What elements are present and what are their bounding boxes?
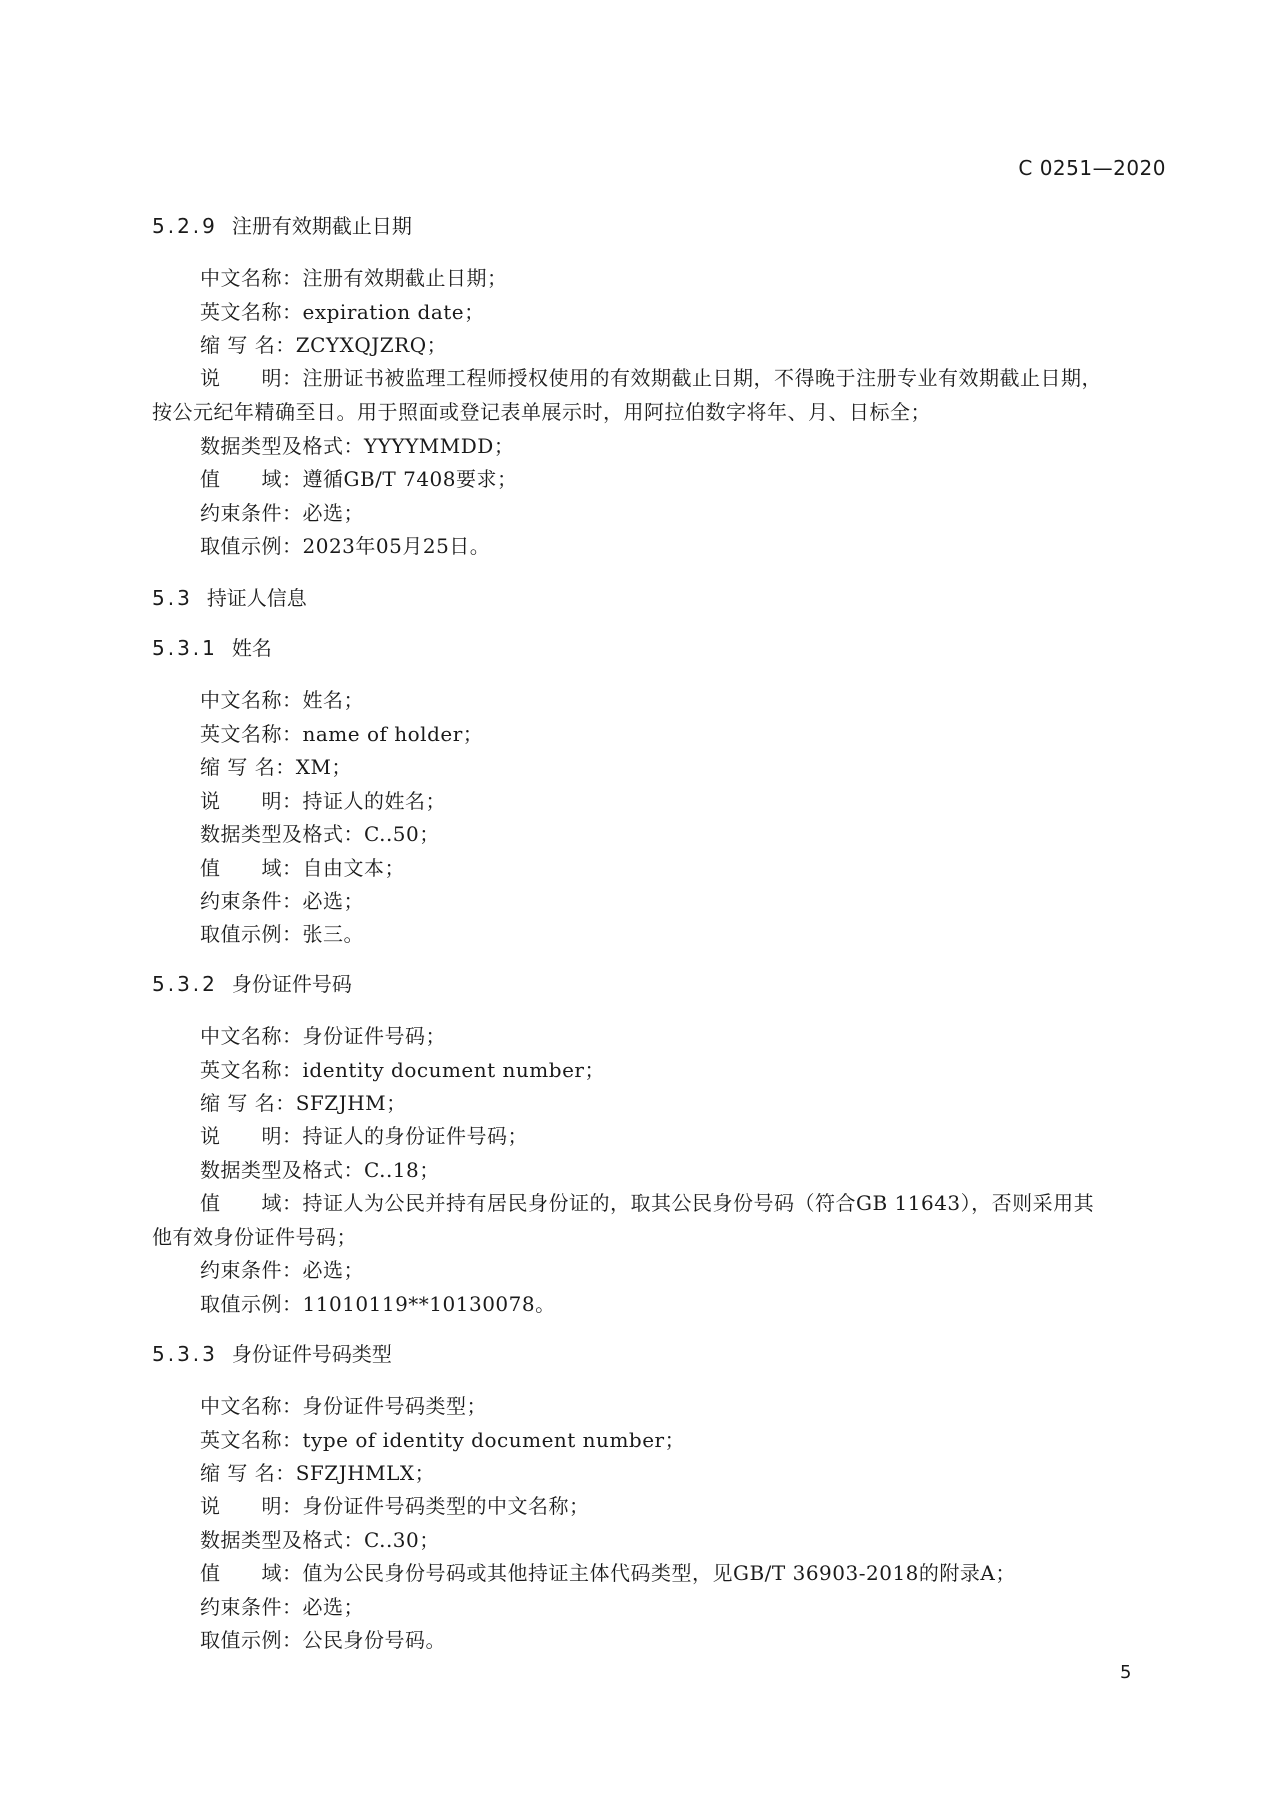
field-line: 英文名称：identity document number；: [200, 1058, 605, 1082]
field-line: 数据类型及格式：C..18；: [200, 1158, 440, 1182]
field-line: 英文名称：type of identity document number；: [200, 1428, 686, 1452]
field-line: 取值示例：11010119**10130078。: [200, 1292, 556, 1316]
section-heading-5-3-3: [152, 1338, 392, 1367]
field-line: 取值示例：公民身份号码。: [200, 1628, 446, 1652]
section-number: 5.3.2: [152, 972, 218, 996]
field-line: 约束条件：必选；: [200, 889, 364, 913]
section-number: 5.3: [152, 586, 193, 610]
section-number: 5.2.9: [152, 214, 218, 238]
field-line: 他有效身份证件号码；: [152, 1225, 357, 1249]
field-line: 英文名称：name of holder；: [200, 722, 484, 746]
field-line: 说 明：身份证件号码类型的中文名称；: [200, 1494, 590, 1518]
section-heading-5-3-2: [152, 968, 352, 997]
field-line: 约束条件：必选；: [200, 1258, 364, 1282]
field-line: 值 域：值为公民身份号码或其他持证主体代码类型，见GB/T 36903-2018的附录A；: [200, 1561, 1016, 1585]
document-code: C 0251—2020: [1018, 156, 1166, 180]
section-title: 身份证件号码: [231, 972, 352, 996]
field-line: 按公元纪年精确至日。用于照面或登记表单展示时，用阿拉伯数字将年、月、日标全；: [152, 400, 931, 424]
field-line: 取值示例：张三。: [200, 922, 364, 946]
field-line: 缩 写 名：ZCYXQJZRQ；: [200, 333, 448, 357]
field-line: 数据类型及格式：YYYYMMDD；: [200, 434, 515, 458]
field-line: 中文名称：姓名；: [200, 688, 364, 712]
field-line: 数据类型及格式：C..50；: [200, 822, 440, 846]
field-line: 说 明：注册证书被监理工程师授权使用的有效期截止日期，不得晚于注册专业有效期截止日期，: [200, 366, 1102, 390]
field-line: 值 域：持证人为公民并持有居民身份证的，取其公民身份号码（符合GB 11643），否则采用其: [200, 1191, 1095, 1215]
field-line: 约束条件：必选；: [200, 1595, 364, 1619]
field-line: 中文名称：注册有效期截止日期；: [200, 266, 508, 290]
field-line: 缩 写 名：SFZJHMLX；: [200, 1461, 436, 1485]
section-title: 注册有效期截止日期: [231, 214, 412, 238]
section-title: 身份证件号码类型: [231, 1342, 392, 1366]
section-heading-5-2-9: [152, 210, 412, 239]
field-line: 中文名称：身份证件号码类型；: [200, 1394, 487, 1418]
field-line: 缩 写 名：XM；: [200, 755, 352, 779]
section-number: 5.3.3: [152, 1342, 218, 1366]
field-line: 中文名称：身份证件号码；: [200, 1024, 446, 1048]
section-number: 5.3.1: [152, 636, 218, 660]
section-title: 姓名: [231, 636, 272, 660]
field-line: 缩 写 名：SFZJHM；: [200, 1091, 407, 1115]
section-title: 持证人信息: [206, 586, 307, 610]
page-number: 5: [1120, 1662, 1132, 1683]
field-line: 值 域：遵循GB/T 7408要求；: [200, 467, 518, 491]
field-line: 数据类型及格式：C..30；: [200, 1528, 440, 1552]
section-heading-5-3-1: [152, 632, 272, 661]
section-heading-5-3: [152, 582, 307, 611]
field-line: 约束条件：必选；: [200, 501, 364, 525]
field-line: 说 明：持证人的姓名；: [200, 789, 446, 813]
field-line: 取值示例：2023年05月25日。: [200, 534, 491, 558]
field-line: 说 明：持证人的身份证件号码；: [200, 1124, 528, 1148]
field-line: 英文名称：expiration date；: [200, 300, 485, 324]
field-line: 值 域：自由文本；: [200, 856, 405, 880]
